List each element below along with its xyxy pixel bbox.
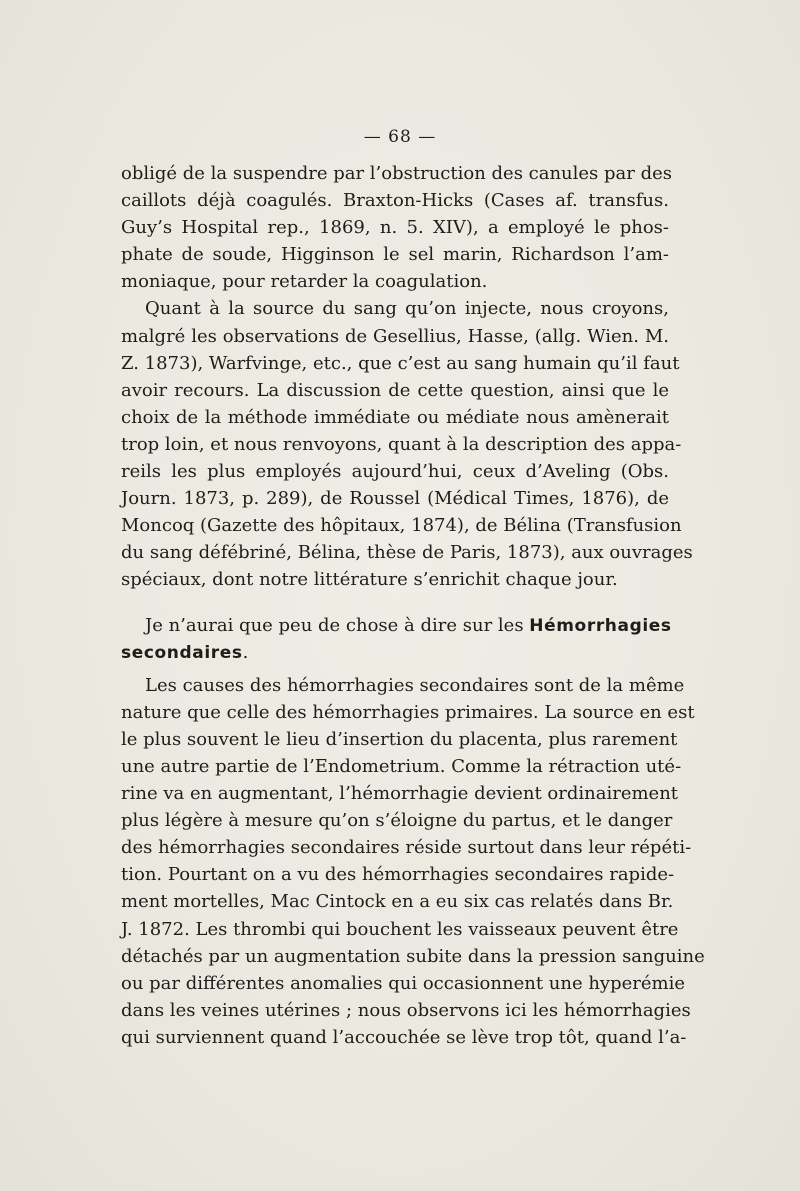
heading-bold-secondaires: secondaires xyxy=(121,642,243,663)
heading-trail: . xyxy=(242,641,249,663)
text-line: dans les veines utérines ; nous observons ici les hémorrhagies xyxy=(121,999,691,1021)
text-line: plus légère à mesure qu’on s’éloigne du partus, et le danger xyxy=(121,810,673,832)
text-line: Les causes des hémorrhagies secondaires sont de la même xyxy=(145,674,685,696)
text-line: le plus souvent le lieu d’insertion du placenta, plus rarement xyxy=(121,728,678,750)
text-line: Guy’s Hospital rep., 1869, n. 5. XIV), a employé le phos- xyxy=(121,217,669,239)
text-line: Moncoq (Gazette des hôpitaux, 1874), de Bélina (Transfusion xyxy=(121,515,682,537)
text-line: reils les plus employés aujourd’hui, ceux d’Aveling (Obs. xyxy=(121,461,669,483)
text-line: qui surviennent quand l’accouchée se lève trop tôt, quand l’a- xyxy=(121,1026,687,1048)
paragraph-secondary-hemorrhages xyxy=(121,672,705,1051)
page-number: — 68 — xyxy=(363,127,437,147)
text-line: Z. 1873), Warfvinge, etc., que c’est au sang humain qu’il faut xyxy=(121,352,680,374)
paragraph-transfusion-source xyxy=(121,295,693,593)
text-line: spéciaux, dont notre littérature s’enrichit chaque jour. xyxy=(121,569,618,591)
heading-bold-hemorrhagies: Hémorrhagies xyxy=(529,615,672,636)
text-line: du sang défébriné, Bélina, thèse de Paris, 1873), aux ouvrages xyxy=(121,542,693,564)
text-line: une autre partie de l’Endometrium. Comme la rétraction uté- xyxy=(121,755,682,777)
text-line: nature que celle des hémorrhagies primaires. La source en est xyxy=(121,701,695,723)
text-line: ou par différentes anomalies qui occasionnent une hyperémie xyxy=(121,972,686,994)
text-line: choix de la méthode immédiate ou médiate nous amènerait xyxy=(121,406,669,428)
text-line: avoir recours. La discussion de cette question, ainsi que le xyxy=(121,379,669,401)
body-text xyxy=(121,160,705,1051)
text-line: Quant à la source du sang qu’on injecte, nous croyons, xyxy=(145,298,669,320)
text-line: caillots déjà coagulés. Braxton-Hicks (Cases af. transfus. xyxy=(121,190,669,212)
text-line: J. 1872. Les thrombi qui bouchent les vaisseaux peuvent être xyxy=(121,918,679,940)
text-line: ment mortelles, Mac Cintock en a eu six cas relatés dans Br. xyxy=(121,891,674,913)
text-line xyxy=(121,612,672,639)
text-line: obligé de la suspendre par l’obstruction des canules par des xyxy=(121,163,673,184)
text-line: phate de soude, Higginson le sel marin, Richardson l’am- xyxy=(121,244,669,266)
text-line: moniaque, pour retarder la coagulation. xyxy=(121,271,488,293)
text-line: tion. Pourtant on a vu des hémorrhagies secondaires rapide- xyxy=(121,864,675,886)
text-line: rine va en augmentant, l’hémorrhagie devient ordinairement xyxy=(121,783,679,805)
text-line: des hémorrhagies secondaires réside surtout dans leur répéti- xyxy=(121,837,692,859)
section-heading xyxy=(121,612,672,666)
text-line: trop loin, et nous renvoyons, quant à la description des appa- xyxy=(121,433,682,455)
paragraph-continuation xyxy=(121,160,673,295)
text-line: Journ. 1873, p. 289), de Roussel (Médical Times, 1876), de xyxy=(121,488,669,510)
text-line: malgré les observations de Gesellius, Hasse, (allg. Wien. M. xyxy=(121,325,669,347)
heading-intro: Je n’aurai que peu de chose à dire sur les xyxy=(145,614,530,636)
text-line xyxy=(121,639,669,666)
text-line: détachés par un augmentation subite dans la pression sanguine xyxy=(121,945,705,967)
